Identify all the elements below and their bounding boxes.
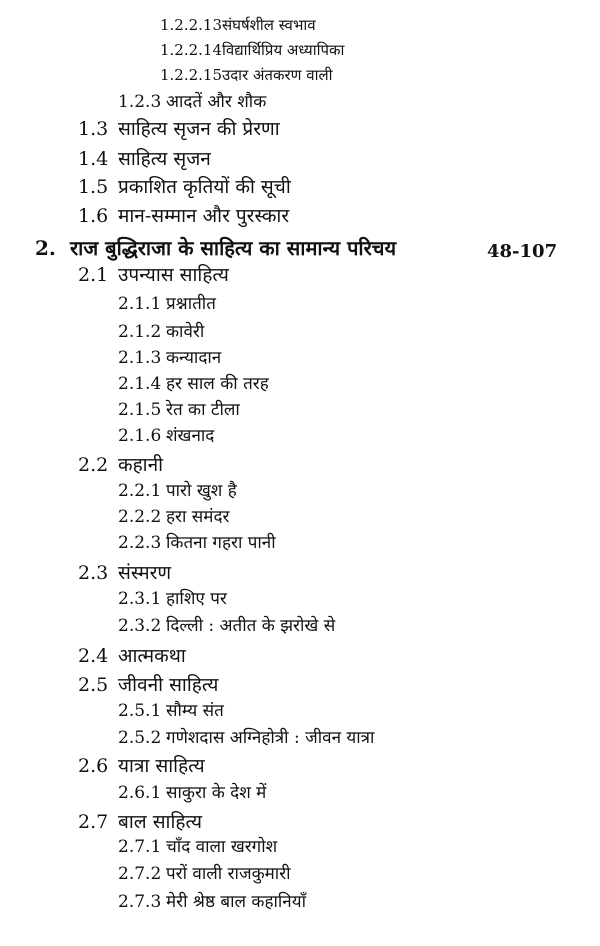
entry-title: दिल्ली : अतीत के झरोखे से xyxy=(166,616,336,636)
toc-entry xyxy=(118,894,306,911)
toc-entry xyxy=(35,238,396,258)
entry-title: कहानी xyxy=(118,454,164,476)
entry-number: 2.2.2 xyxy=(118,507,162,527)
entry-number: 2.3.2 xyxy=(118,616,162,636)
entry-title: मान-सम्मान और पुरस्कार xyxy=(118,205,290,227)
entry-number: 2.7.1 xyxy=(118,837,162,857)
entry-title: रेत का टीला xyxy=(166,400,240,420)
entry-number: 2.7.3 xyxy=(118,892,162,912)
entry-number: 2.2 xyxy=(78,454,109,476)
entry-number: 1.2.3 xyxy=(118,92,162,112)
entry-number: 1.2.2.13 xyxy=(160,16,223,34)
entry-number: 2.6.1 xyxy=(118,783,162,803)
entry-title: बाल साहित्य xyxy=(118,811,202,833)
entry-number: 2.5 xyxy=(78,674,109,696)
toc-entry xyxy=(160,18,316,33)
entry-title: यात्रा साहित्य xyxy=(118,755,205,777)
toc-entry xyxy=(118,350,221,367)
entry-number: 1.2.2.15 xyxy=(160,66,223,84)
toc-entry xyxy=(118,591,227,608)
toc-entry xyxy=(118,376,269,393)
toc-entry xyxy=(118,428,214,445)
entry-number: 2.2.1 xyxy=(118,481,162,501)
entry-title: सौम्य संत xyxy=(166,701,224,721)
toc-entry xyxy=(118,785,266,802)
entry-title: पारो खुश है xyxy=(166,481,237,501)
toc-entry xyxy=(78,813,202,832)
entry-title: विद्यार्थिप्रिय अध्यापिका xyxy=(222,41,345,59)
entry-title: आत्मकथा xyxy=(118,645,186,667)
toc-entry xyxy=(78,178,291,197)
entry-title: चाँद वाला खरगोश xyxy=(166,837,278,857)
entry-title: संघर्षशील स्वभाव xyxy=(222,16,316,34)
toc-entry xyxy=(118,509,229,526)
entry-number: 1.6 xyxy=(78,205,109,227)
entry-title: परों वाली राजकुमारी xyxy=(166,864,291,884)
entry-title: उदार अंतकरण वाली xyxy=(222,66,333,84)
toc-entry xyxy=(118,296,216,313)
entry-number: 2.1.2 xyxy=(118,322,162,342)
page-range: 48-107 xyxy=(487,241,558,262)
entry-number: 2.5.1 xyxy=(118,701,162,721)
entry-number: 1.5 xyxy=(78,176,109,198)
entry-number: 2.4 xyxy=(78,645,109,667)
entry-title: राज बुद्धिराजा के साहित्य का सामान्य परिचय xyxy=(70,236,397,260)
entry-number: 2.1.3 xyxy=(118,348,162,368)
entry-title: मेरी श्रेष्ठ बाल कहानियाँ xyxy=(166,892,307,912)
toc-entry xyxy=(78,676,218,695)
toc-entry xyxy=(118,866,291,883)
toc-entry xyxy=(118,703,224,720)
toc-entry xyxy=(78,564,171,583)
toc-entry xyxy=(78,266,229,285)
entry-number: 2.1.6 xyxy=(118,426,162,446)
entry-title: संस्मरण xyxy=(118,562,172,584)
entry-title: कावेरी xyxy=(166,322,205,342)
entry-number: 1.4 xyxy=(78,148,109,170)
toc-entry xyxy=(78,456,163,475)
entry-title: शंखनाद xyxy=(166,426,215,446)
entry-number: 2.6 xyxy=(78,755,109,777)
entry-title: हर साल की तरह xyxy=(166,374,269,394)
entry-title: उपन्यास साहित्य xyxy=(118,264,229,286)
toc-entry xyxy=(118,94,266,111)
toc-entry xyxy=(78,150,211,169)
entry-number: 1.3 xyxy=(78,118,109,140)
entry-title: कन्यादान xyxy=(166,348,222,368)
entry-number: 2.7.2 xyxy=(118,864,162,884)
toc-entry xyxy=(78,120,280,139)
entry-number: 2.1 xyxy=(78,264,109,286)
toc-entry xyxy=(118,730,374,747)
entry-title: प्रश्नातीत xyxy=(166,294,216,314)
entry-number: 2. xyxy=(35,236,56,260)
entry-number: 2.1.4 xyxy=(118,374,162,394)
toc-entry xyxy=(118,839,277,856)
entry-title: हाशिए पर xyxy=(166,589,227,609)
entry-number: 2.7 xyxy=(78,811,109,833)
entry-number: 2.1.5 xyxy=(118,400,162,420)
toc-entry xyxy=(118,535,276,552)
toc-entry xyxy=(78,647,186,666)
entry-title: गणेशदास अग्निहोत्री : जीवन यात्रा xyxy=(166,728,375,748)
entry-number: 1.2.2.14 xyxy=(160,41,223,59)
toc-entry xyxy=(118,402,240,419)
toc-entry xyxy=(160,68,333,83)
entry-title: साहित्य सृजन की प्रेरणा xyxy=(118,118,280,140)
toc-entry xyxy=(118,618,335,635)
entry-title: हरा समंदर xyxy=(166,507,230,527)
toc-entry xyxy=(118,483,237,500)
toc-entry xyxy=(118,324,204,341)
toc-entry xyxy=(78,207,289,226)
entry-number: 2.3 xyxy=(78,562,109,584)
entry-title: साहित्य सृजन xyxy=(118,148,211,170)
entry-title: प्रकाशित कृतियों की सूची xyxy=(118,176,291,198)
entry-number: 2.5.2 xyxy=(118,728,162,748)
entry-number: 2.1.1 xyxy=(118,294,162,314)
entry-title: साकुरा के देश में xyxy=(166,783,267,803)
entry-title: आदतें और शौक xyxy=(166,92,267,112)
entry-title: जीवनी साहित्य xyxy=(118,674,219,696)
toc-entry xyxy=(160,43,344,58)
toc-entry xyxy=(78,757,205,776)
entry-number: 2.3.1 xyxy=(118,589,162,609)
entry-title: कितना गहरा पानी xyxy=(166,533,276,553)
entry-number: 2.2.3 xyxy=(118,533,162,553)
